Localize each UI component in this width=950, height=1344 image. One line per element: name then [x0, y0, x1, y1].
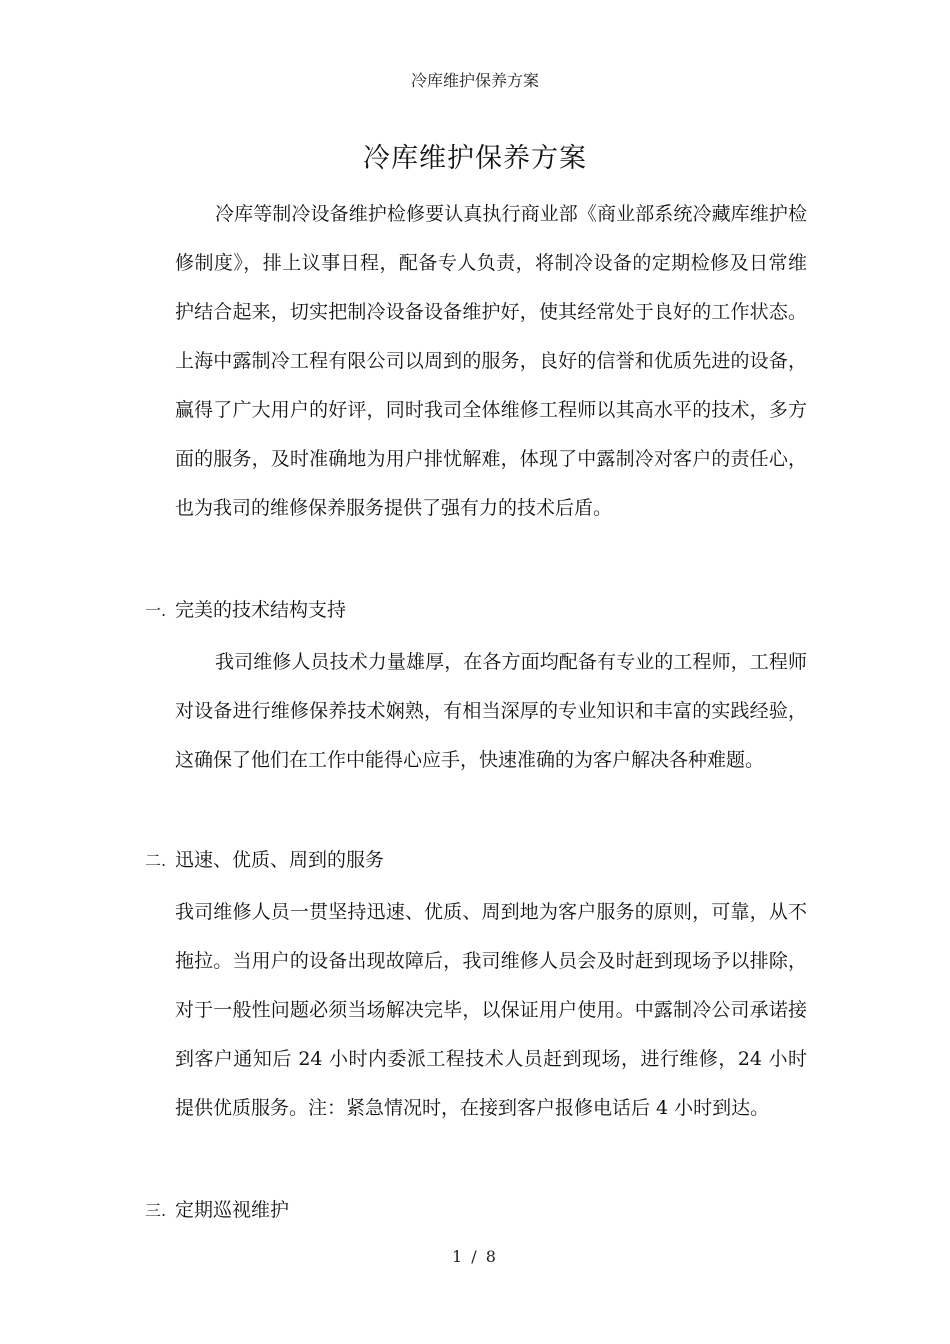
- section-heading-3: [145, 1196, 289, 1225]
- section-number: 三.: [145, 1201, 167, 1220]
- section-number: 二.: [145, 851, 167, 870]
- section-body-2: 我司维修人员一贯坚持迅速、优质、周到地为客户服务的原则，可靠，从不拖拉。当用户的设备出现故障后，我司维修人员会及时赶到现场予以排除，对于一般性问题必须当场解决完毕，以保证用户使用。中露制冷公司承诺接到客户通知后 24 小时内委派工程技术人员赶到现场，进行维修，24 小时提供优质服务。注：紧急情况时，在接到客户报修电话后 4 小时到达。: [175, 901, 807, 1119]
- running-header: 冷库维护保养方案: [410, 71, 539, 90]
- section-title: 迅速、优质、周到的服务: [175, 849, 385, 871]
- section-heading-1: [145, 596, 346, 625]
- page-indicator: 1 / 8: [452, 1247, 498, 1266]
- intro-paragraph: 冷库等制冷设备维护检修要认真执行商业部《商业部系统冷藏库维护检修制度》，排上议事日程，配备专人负责，将制冷设备的定期检修及日常维护结合起来，切实把制冷设备设备维护好，使其经常处于良好的工作状态。上海中露制冷工程有限公司以周到的服务，良好的信誉和优质先进的设备，赢得了广大用户的好评，同时我司全体维修工程师以其高水平的技术，多方面的服务，及时准确地为用户排忧解难，体现了中露制冷对客户的责任心，也为我司的维修保养服务提供了强有力的技术后盾。: [175, 203, 807, 519]
- section-body-1: 我司维修人员技术力量雄厚，在各方面均配备有专业的工程师，工程师对设备进行维修保养技术娴熟，有相当深厚的专业知识和丰富的实践经验，这确保了他们在工作中能得心应手，快速准确的为客户解决各种难题。: [175, 651, 807, 771]
- section-title: 定期巡视维护: [175, 1199, 290, 1221]
- document-title: 冷库维护保养方案: [363, 143, 587, 174]
- section-title: 完美的技术结构支持: [175, 599, 347, 621]
- section-heading-2: [145, 846, 384, 875]
- section-number: 一.: [145, 601, 167, 620]
